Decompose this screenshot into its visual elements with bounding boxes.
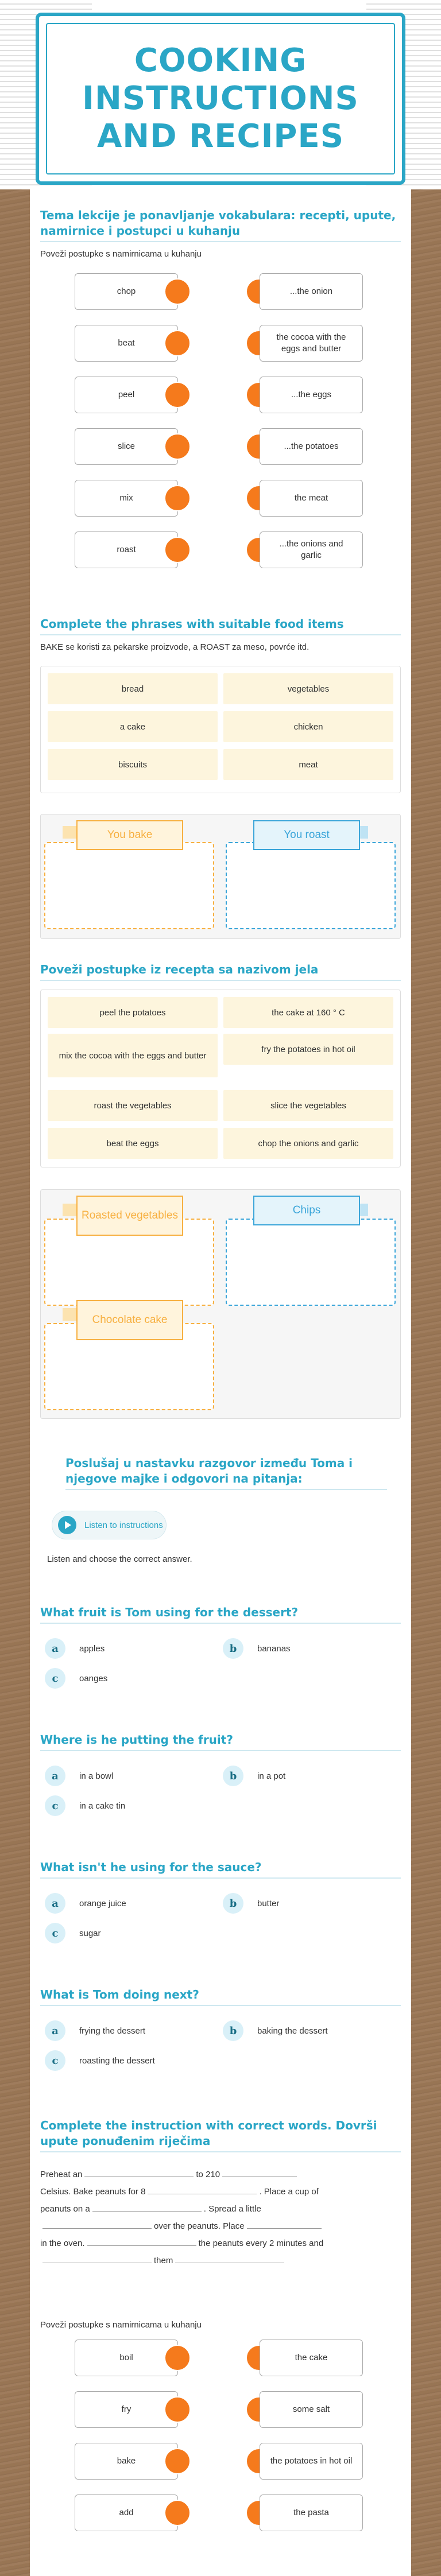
quiz-question-3 — [40, 1860, 401, 1879]
section-instruction: Poveži postupke s namirnicama u kuhanju — [40, 249, 202, 259]
match-row — [40, 480, 401, 520]
zone-label-roast: You roast — [253, 820, 360, 850]
option-letter: b — [223, 1766, 243, 1786]
section-title: Complete the instruction with correct words. Dovrši upute ponuđenim riječima — [40, 2118, 401, 2152]
cloze-segment: to 210 — [196, 2170, 220, 2179]
match-right-item: the cocoa with the eggs and butter — [260, 325, 363, 362]
word-chip[interactable]: meat — [223, 749, 393, 780]
section-recipe-steps — [40, 962, 401, 981]
word-bank — [40, 990, 401, 1167]
cloze-segment: in the oven. — [40, 2239, 85, 2248]
word-chip[interactable]: vegetables — [223, 673, 393, 704]
word-chip[interactable]: chicken — [223, 711, 393, 742]
match-left-item: roast — [75, 532, 178, 568]
match-right-item: the meat — [260, 480, 363, 517]
match-right-item: ...the onion — [260, 273, 363, 310]
answer-option[interactable] — [45, 1668, 107, 1689]
cloze-segment: . Spread a little — [203, 2204, 261, 2214]
page-title-line-2: INSTRUCTIONS — [82, 80, 359, 117]
word-chip[interactable]: fry the potatoes in hot oil — [223, 1034, 393, 1065]
answer-option[interactable] — [223, 1893, 279, 1914]
word-chip[interactable]: the cake at 160 ° C — [223, 997, 393, 1028]
section-cloze — [40, 2118, 401, 2152]
question-title: What is Tom doing next? — [40, 1987, 401, 2006]
option-text: in a cake tin — [79, 1801, 126, 1811]
zone-label-bake: You bake — [76, 820, 183, 850]
cloze-segment: the peanuts every 2 minutes and — [198, 2239, 324, 2248]
word-chip[interactable]: peel the potatoes — [48, 997, 218, 1028]
zone-label-chips: Chips — [253, 1196, 360, 1225]
zone-label-roasted-vegetables: Roasted vegetables — [76, 1196, 183, 1236]
match-row — [40, 428, 401, 468]
option-text: bananas — [257, 1643, 291, 1654]
option-letter: a — [45, 1766, 65, 1786]
quiz-question-1 — [40, 1605, 401, 1624]
section-instruction: Poveži postupke s namirnicama u kuhanju — [40, 2320, 202, 2330]
match-left-item: slice — [75, 428, 178, 465]
option-text: sugar — [79, 1928, 101, 1938]
option-letter: a — [45, 1893, 65, 1914]
match-row — [40, 273, 401, 313]
drop-zone-chips[interactable] — [226, 1219, 396, 1306]
option-letter: b — [223, 1638, 243, 1659]
cloze-segment: Preheat an — [40, 2170, 83, 2179]
match-left-item: boil — [75, 2340, 178, 2376]
question-title: What isn't he using for the sauce? — [40, 1860, 401, 1879]
cloze-segment: them — [154, 2256, 173, 2265]
section-vocabulary-matching — [40, 208, 401, 259]
section-title: Complete the phrases with suitable food items — [40, 616, 401, 635]
option-text: butter — [257, 1898, 280, 1908]
match-left-item: beat — [75, 325, 178, 362]
option-letter: c — [45, 2050, 65, 2071]
cloze-blank[interactable] — [148, 2186, 257, 2194]
match-left-item: add — [75, 2494, 178, 2531]
cloze-blank[interactable] — [84, 2169, 194, 2177]
cloze-segment: . Place a cup of — [259, 2187, 319, 2197]
play-icon — [58, 1516, 76, 1534]
word-chip[interactable]: beat the eggs — [48, 1128, 218, 1159]
cloze-segment: peanuts on a — [40, 2204, 90, 2214]
option-text: frying the dessert — [79, 2026, 146, 2036]
section-title: Tema lekcije je ponavljanje vokabulara: recepti, upute, namirnice i postupci u kuhanju — [40, 208, 401, 242]
question-title: Where is he putting the fruit? — [40, 1732, 401, 1751]
cloze-blank[interactable] — [92, 2203, 202, 2212]
cloze-blank[interactable] — [87, 2238, 196, 2246]
match-left-connector[interactable] — [164, 278, 191, 305]
match-right-item: ...the eggs — [260, 377, 363, 413]
match-row — [40, 325, 401, 365]
word-chip[interactable]: bread — [48, 673, 218, 704]
cloze-blank[interactable] — [42, 2221, 152, 2229]
section-title: Poslušaj u nastavku razgovor između Toma i njegove majke i odgovori na pitanja: — [65, 1456, 387, 1490]
match-left-connector[interactable] — [164, 382, 191, 408]
match-left-connector[interactable] — [164, 2500, 191, 2526]
word-chip[interactable]: a cake — [48, 711, 218, 742]
match-row — [40, 377, 401, 417]
match-left-item: mix — [75, 480, 178, 517]
cloze-blank[interactable] — [175, 2255, 284, 2263]
match-left-connector[interactable] — [164, 485, 191, 511]
match-left-connector[interactable] — [164, 433, 191, 460]
drop-zone-roast[interactable] — [226, 842, 396, 929]
drop-zone-area — [40, 814, 401, 939]
cloze-segment: over the peanuts. Place — [154, 2221, 245, 2231]
cloze-blank[interactable] — [247, 2221, 322, 2229]
word-chip[interactable]: biscuits — [48, 749, 218, 780]
option-letter: a — [45, 2020, 65, 2041]
match-left-item: peel — [75, 377, 178, 413]
word-chip[interactable]: mix the cocoa with the eggs and butter — [48, 1034, 218, 1077]
answer-option[interactable] — [45, 1893, 126, 1914]
match-right-item: ...the potatoes — [260, 428, 363, 465]
word-chip[interactable]: chop the onions and garlic — [223, 1128, 393, 1159]
answer-option[interactable] — [45, 1638, 105, 1659]
matching-area-1 — [40, 273, 401, 583]
section-listening — [65, 1456, 387, 1490]
title-card — [36, 13, 405, 185]
question-title: What fruit is Tom using for the dessert? — [40, 1605, 401, 1624]
answer-option[interactable] — [45, 2020, 145, 2041]
answer-option[interactable] — [45, 1923, 101, 1943]
match-right-item: ...the onions and garlic — [260, 532, 363, 568]
option-letter: b — [223, 1893, 243, 1914]
match-row — [40, 2443, 401, 2483]
option-letter: a — [45, 1638, 65, 1659]
match-row — [40, 2340, 401, 2380]
word-chip[interactable]: slice the vegetables — [223, 1090, 393, 1121]
listen-button[interactable] — [52, 1511, 167, 1539]
section-title: Poveži postupke iz recepta sa nazivom jela — [40, 962, 401, 981]
answer-option[interactable] — [223, 1638, 291, 1659]
word-bank — [40, 666, 401, 793]
option-text: orange juice — [79, 1898, 126, 1908]
option-text: baking the dessert — [257, 2026, 328, 2036]
match-left-connector[interactable] — [164, 2345, 191, 2371]
answer-option[interactable] — [45, 1795, 125, 1816]
match-row — [40, 2391, 401, 2431]
cloze-blank[interactable] — [42, 2255, 152, 2263]
cloze-blank[interactable] — [222, 2169, 297, 2177]
section-food-phrases — [40, 616, 401, 652]
match-left-connector[interactable] — [164, 330, 191, 356]
option-letter: b — [223, 2020, 243, 2041]
listen-button-label: Listen to instructions — [84, 1520, 163, 1530]
answer-option[interactable] — [223, 1766, 285, 1786]
option-text: roasting the dessert — [79, 2055, 155, 2066]
page-title-line-1: COOKING — [134, 42, 307, 79]
option-letter: c — [45, 1668, 65, 1689]
section-cooking-matching — [40, 2313, 401, 2330]
answer-option[interactable] — [45, 1766, 113, 1786]
option-text: apples — [79, 1643, 105, 1654]
match-right-item: the potatoes in hot oil — [260, 2443, 363, 2480]
zone-label-chocolate-cake: Chocolate cake — [76, 1300, 183, 1340]
option-letter: c — [45, 1923, 65, 1943]
drop-zone-bake[interactable] — [44, 842, 214, 929]
match-right-item: the cake — [260, 2340, 363, 2376]
quiz-question-2 — [40, 1732, 401, 1751]
answer-option[interactable] — [223, 2020, 328, 2041]
match-left-item: chop — [75, 273, 178, 310]
listening-instruction: Listen and choose the correct answer. — [47, 1554, 192, 1564]
match-left-item: bake — [75, 2443, 178, 2480]
match-row — [40, 532, 401, 572]
matching-area-2 — [40, 2340, 401, 2546]
option-letter: c — [45, 1795, 65, 1816]
match-left-connector[interactable] — [164, 2448, 191, 2474]
option-text: in a pot — [257, 1771, 286, 1781]
match-right-item: some salt — [260, 2391, 363, 2428]
section-instruction: BAKE se koristi za pekarske proizvode, a ROAST za meso, povrće itd. — [40, 642, 310, 652]
match-right-item: the pasta — [260, 2494, 363, 2531]
option-text: oanges — [79, 1673, 108, 1683]
worksheet-page — [30, 189, 411, 2576]
match-left-connector[interactable] — [164, 2396, 191, 2423]
cloze-segment: Celsius. Bake peanuts for 8 — [40, 2187, 146, 2197]
quiz-question-4 — [40, 1987, 401, 2006]
match-left-item: fry — [75, 2391, 178, 2428]
answer-option[interactable] — [45, 2050, 155, 2071]
drop-zone-area — [40, 1189, 401, 1419]
title-frame — [46, 23, 395, 174]
match-row — [40, 2494, 401, 2535]
match-left-connector[interactable] — [164, 537, 191, 563]
cloze-text — [40, 2166, 401, 2269]
option-text: in a bowl — [79, 1771, 114, 1781]
word-chip[interactable]: roast the vegetables — [48, 1090, 218, 1121]
page-title-line-3: AND RECIPES — [96, 118, 345, 155]
